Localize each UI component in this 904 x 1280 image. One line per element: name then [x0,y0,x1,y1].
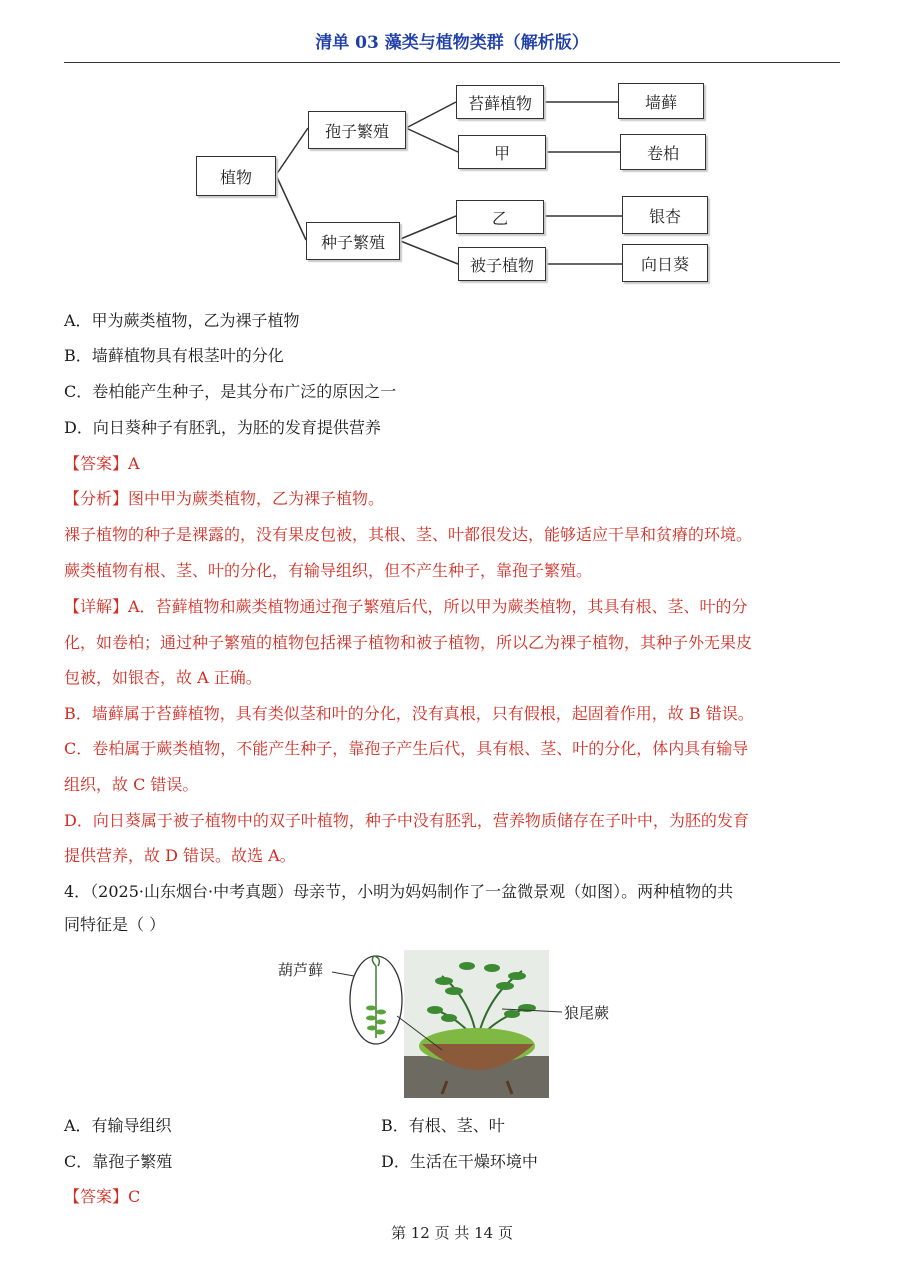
q4-answer: 【答案】C [64,1187,141,1206]
node-jia: 甲 [458,135,546,169]
connector-seed-angio [398,240,458,264]
node-angiosperms: 被子植物 [458,247,546,281]
node-yi: 乙 [456,200,544,234]
q4-option-a: A．有输导组织 [64,1116,172,1135]
node-example-juanbai: 卷柏 [620,134,706,170]
plant-classification-diagram [192,80,712,290]
page-number: 第 12 页 共 14 页 [390,1224,513,1242]
connector-spore-jia [406,128,458,152]
node-example-sunflower: 向日葵 [622,244,708,282]
q3-detail-line: 化，如卷柏；通过种子繁殖的植物包括裸子植物和被子植物，所以乙为裸子植物，其种子外无果皮 [64,633,753,652]
q3-option-a: A．甲为蕨类植物，乙为裸子植物 [64,311,300,330]
node-example-qiangxian: 墙藓 [618,83,704,119]
q3-detail-line: 提供营养，故 D 错误。故选 A。 [64,846,296,865]
node-example-ginkgo: 银杏 [622,196,708,234]
connector-seed-yi [398,216,456,240]
q4-option-b: B．有根、茎、叶 [381,1116,505,1135]
connector-spore-moss [406,102,456,128]
q3-analysis-line: 蕨类植物有根、茎、叶的分化，有输导组织，但不产生种子，靠孢子繁殖。 [64,561,593,580]
q4-stem-line: 4．（2025·山东烟台·中考真题）母亲节，小明为妈妈制作了一盆微景观（如图）。两种植物的共 [64,882,734,901]
q3-detail-line: C．卷柏属于蕨类植物，不能产生种子，靠孢子产生后代，具有根、茎、叶的分化，体内具有输导 [64,739,749,758]
q3-analysis-line: 【分析】图中甲为蕨类植物，乙为裸子植物。 [64,489,385,508]
node-plant: 植物 [196,156,276,196]
q3-detail-line: 【详解】A．苔藓植物和蕨类植物通过孢子繁殖后代，所以甲为蕨类植物，其具有根、茎、叶的分 [64,597,748,616]
node-spore-reproduction: 孢子繁殖 [308,111,406,149]
q4-option-d: D．生活在干燥环境中 [381,1152,538,1171]
micro-landscape-figure [272,946,632,1101]
page-header-title: 清单 03 藻类与植物类群（解析版） [315,33,589,53]
connector-root-seed [276,175,306,240]
label-hulu-moss: 葫芦藓 [278,961,324,979]
q3-answer: 【答案】A [64,454,140,473]
q3-detail-line: 包被，如银杏，故 A 正确。 [64,668,262,687]
q3-analysis-line: 裸子植物的种子是裸露的，没有果皮包被，其根、茎、叶都很发达，能够适应干旱和贫瘠的环境。 [64,525,753,544]
q3-detail-line: D．向日葵属于被子植物中的双子叶植物，种子中没有胚乳，营养物质储存在子叶中，为胚的发育 [64,811,749,830]
q4-stem-line: 同特征是（ ） [64,915,166,934]
header-rule [64,62,840,63]
node-moss-plants: 苔藓植物 [456,85,544,119]
connector-root-spore [276,128,308,175]
q4-option-c: C．靠孢子繁殖 [64,1152,173,1171]
q3-option-d: D．向日葵种子有胚乳，为胚的发育提供营养 [64,418,381,437]
q3-option-b: B．墙藓植物具有根茎叶的分化 [64,346,284,365]
node-seed-reproduction: 种子繁殖 [306,222,400,260]
q3-detail-line: B．墙藓属于苔藓植物，具有类似茎和叶的分化，没有真根，只有假根，起固着作用，故 B 错误。 [64,704,754,723]
q3-option-c: C．卷柏能产生种子，是其分布广泛的原因之一 [64,382,397,401]
q3-detail-line: 组织，故 C 错误。 [64,775,199,794]
label-langwei-fern: 狼尾蕨 [564,1004,610,1022]
